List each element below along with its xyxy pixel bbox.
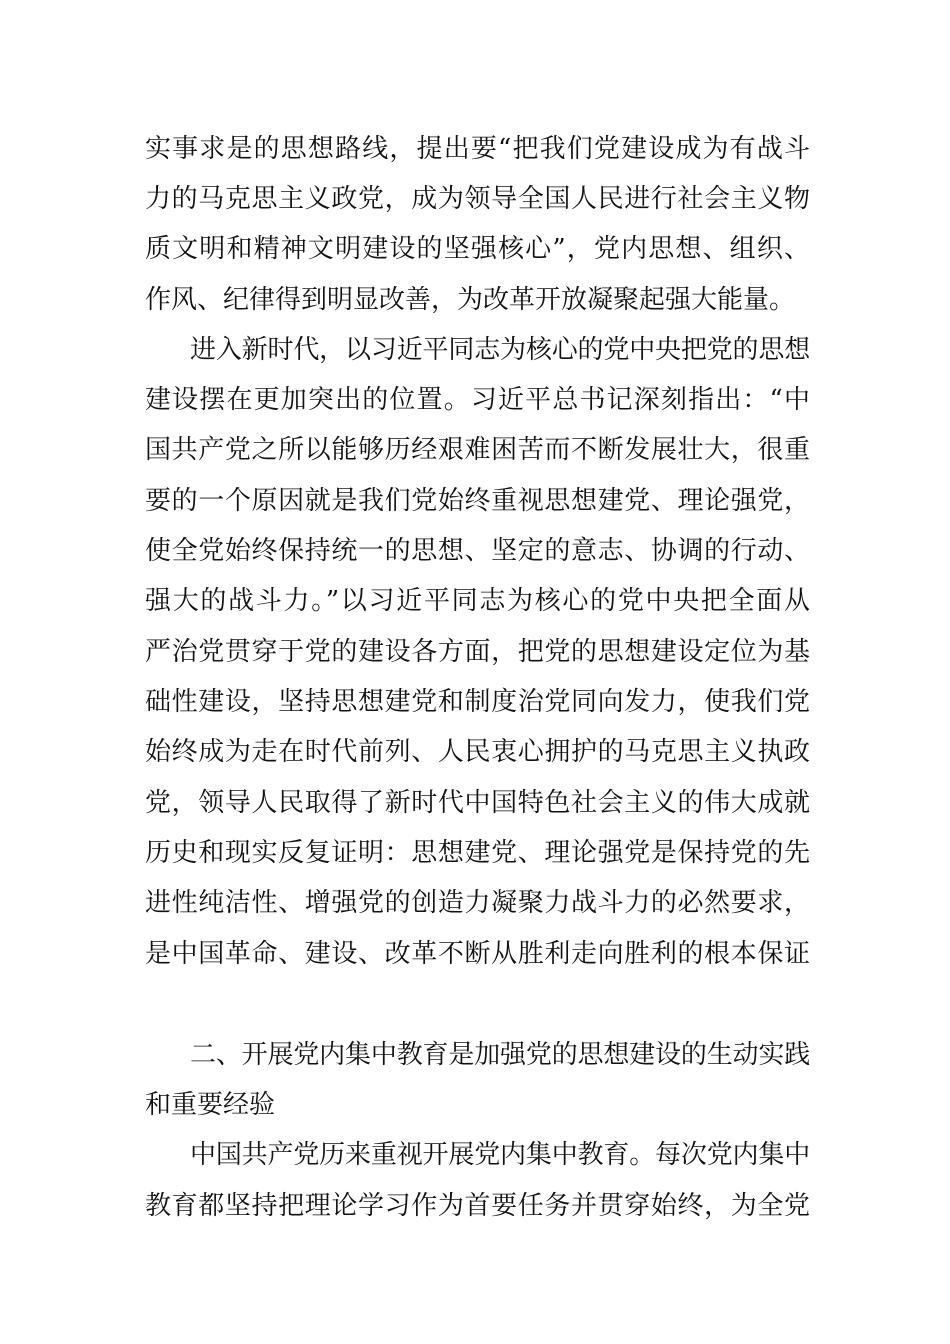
paragraph-line: 进入新时代，以习近平同志为核心的党中央把党的思想: [190, 335, 810, 365]
paragraph-line: 严治党贯穿于党的建设各方面，把党的思想建设定位为基: [145, 637, 810, 667]
paragraph-line: 使全党始终保持统一的思想、坚定的意志、协调的行动、: [145, 536, 810, 566]
paragraph-line: 是中国革命、建设、改革不断从胜利走向胜利的根本保证: [145, 939, 810, 969]
paragraph-line: 建设摆在更加突出的位置。习近平总书记深刻指出：“中: [145, 385, 810, 415]
paragraph-line: 质文明和精神文明建设的坚强核心”，党内思想、组织、: [145, 234, 810, 264]
paragraph-line: 教育都坚持把理论学习作为首要任务并贯穿始终，为全党: [145, 1191, 810, 1221]
paragraph-line: 中国共产党历来重视开展党内集中教育。每次党内集中: [190, 1140, 810, 1170]
paragraph-line: 实事求是的思想路线，提出要“把我们党建设成为有战斗: [145, 134, 810, 164]
section-heading-line: 二、开展党内集中教育是加强党的思想建设的生动实践: [190, 1040, 810, 1070]
paragraph-line: 力的马克思主义政党，成为领导全国人民进行社会主义物: [145, 184, 810, 214]
paragraph-line: 进性纯洁性、增强党的创造力凝聚力战斗力的必然要求，: [145, 888, 810, 918]
paragraph-line: 要的一个原因就是我们党始终重视思想建党、理论强党，: [145, 486, 810, 516]
paragraph-line: 础性建设，坚持思想建党和制度治党同向发力，使我们党: [145, 687, 810, 717]
paragraph-line: 强大的战斗力。”以习近平同志为核心的党中央把全面从: [145, 586, 810, 616]
paragraph-line: 国共产党之所以能够历经艰难困苦而不断发展壮大，很重: [145, 435, 810, 465]
paragraph-line: 历史和现实反复证明：思想建党、理论强党是保持党的先: [145, 838, 810, 868]
paragraph-line: 始终成为走在时代前列、人民衷心拥护的马克思主义执政: [145, 737, 810, 767]
section-heading-line: 和重要经验: [145, 1090, 276, 1120]
paragraph-line: 党，领导人民取得了新时代中国特色社会主义的伟大成就: [145, 788, 810, 818]
paragraph-line: 作风、纪律得到明显改善，为改革开放凝聚起强大能量。: [145, 285, 796, 315]
